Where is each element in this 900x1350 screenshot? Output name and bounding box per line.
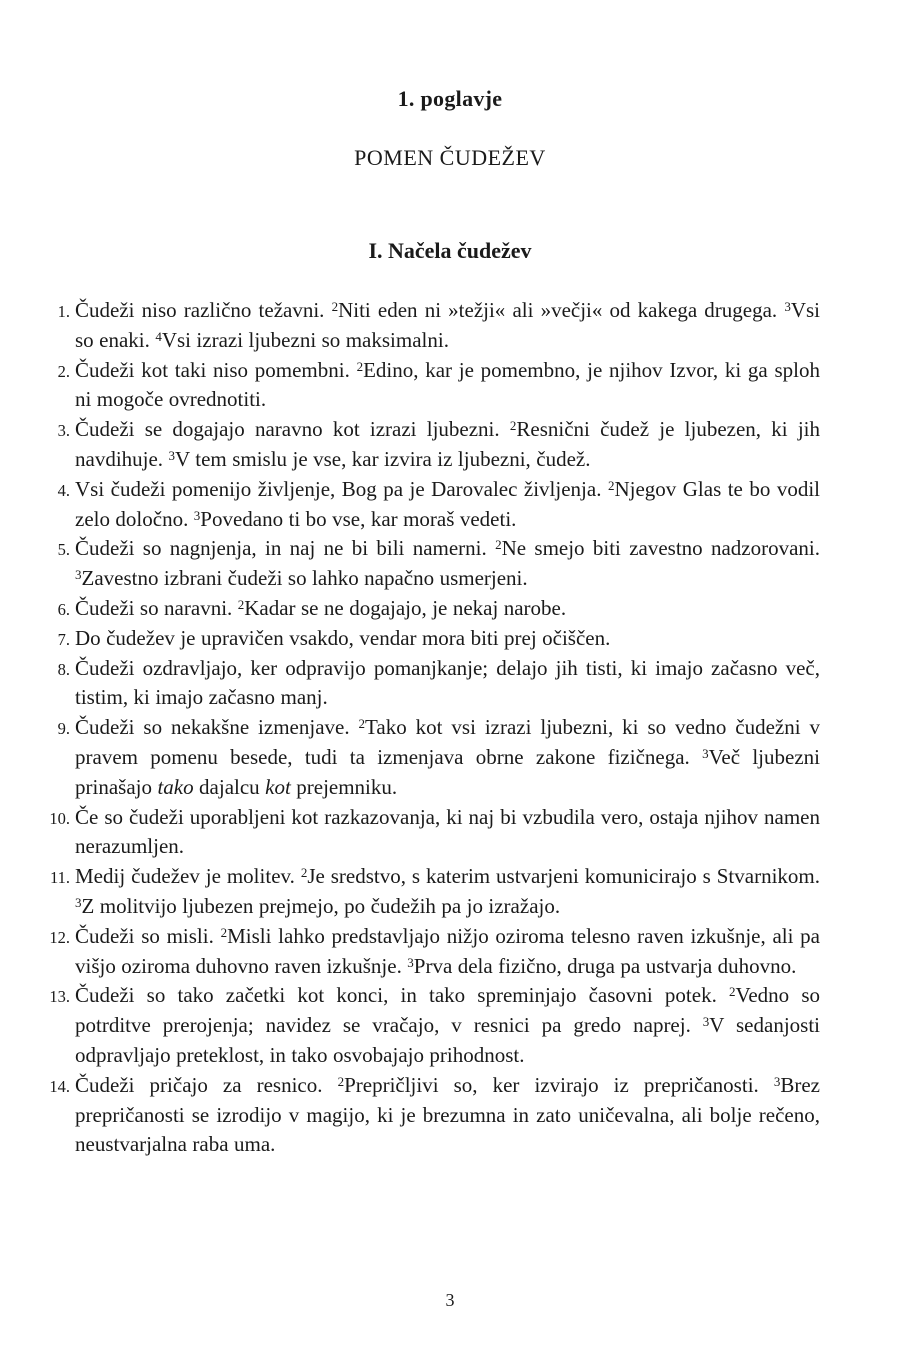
sentence-number: 2 — [607, 477, 615, 493]
principle-number: 1. — [57, 302, 70, 321]
principle-number: 8. — [57, 659, 70, 679]
sentence: Tako kot vsi izrazi ljubezni, ki so vedno čudežni v pravem pomenu besede, tudi ta izmenjava obrne zakone fizičnega. — [75, 715, 820, 769]
principle-item — [49, 922, 820, 982]
principle-item — [49, 803, 820, 863]
sentence-number: 2 — [220, 924, 228, 940]
sentence-number: 3 — [407, 954, 414, 970]
sentence: Edino, kar je pomembno, je njihov Izvor, ki ga sploh ni mogoče ovrednotiti. — [75, 357, 820, 412]
sentence: Je sredstvo, s katerim ustvarjeni komunicirajo s Stvarnikom. — [307, 864, 820, 889]
sentence: Njegov Glas te bo vodil zelo določno. — [75, 476, 820, 531]
sentence: Čudeži so nagnjenja, in naj ne bi bili namerni. — [75, 536, 487, 561]
sentence-number: 2 — [356, 358, 364, 374]
principle-number: 7. — [57, 629, 70, 649]
principle-number: 9. — [57, 719, 70, 739]
sentence-number: 3 — [784, 299, 791, 314]
sentence: Čudeži pričajo za resnico. — [75, 1072, 323, 1097]
emphasis: kot — [265, 774, 291, 799]
principle-item — [49, 862, 820, 922]
sentence: Čudeži so nekakšne izmenjave. — [75, 715, 350, 740]
page-number: 3 — [445, 1290, 455, 1310]
sentence: dajalcu — [199, 774, 260, 799]
sentence-number: 3 — [702, 745, 709, 761]
sentence-number: 2 — [509, 418, 517, 434]
sentence: Niti eden ni »težji« ali »večji« od kakega drugega. — [338, 298, 778, 322]
principles-list — [0, 296, 900, 1160]
sentence: Vedno so potrditve prerojenja; navidez se vračajo, v resnici pa gredo naprej. — [75, 983, 820, 1038]
sentence: Več ljubezni prinašajo — [75, 744, 820, 799]
principle-item — [49, 981, 820, 1070]
sentence: Misli lahko predstavljajo nižjo oziroma telesno raven izkušnje, ali pa višjo oziroma duhovno raven izkušnje. — [75, 923, 820, 978]
sentence: Čudeži so misli. — [75, 923, 214, 948]
principle-number: 5. — [57, 540, 70, 560]
principle-number: 13. — [49, 987, 70, 1007]
sentence: Z molitvijo ljubezen prejmejo, po čudežih pa jo izražajo. — [81, 893, 561, 918]
sentence: V sedanjosti odpravljajo preteklost, in tako osvobajajo prihodnost. — [75, 1013, 820, 1067]
principle-item — [57, 713, 820, 802]
sentence: Čudeži so naravni. — [75, 595, 233, 620]
principle-number: 10. — [49, 808, 70, 828]
sentence-number: 3 — [773, 1073, 781, 1089]
sentence-number: 2 — [729, 984, 736, 1000]
sentence: Vsi izrazi ljubezni so maksimalni. — [161, 327, 449, 352]
principle-item — [57, 534, 821, 594]
sentence: Čudeži niso različno težavni. — [75, 298, 325, 322]
sentence-number: 2 — [337, 1073, 345, 1089]
sentence-number: 2 — [300, 865, 308, 881]
sentence: Vsi čudeži pomenijo življenje, Bog pa je Darovalec življenja. — [75, 476, 602, 501]
sentence-number: 3 — [168, 447, 176, 463]
principle-number: 4. — [57, 480, 70, 500]
sentence-number: 2 — [237, 596, 245, 612]
principle-item — [57, 415, 820, 475]
chapter-label: 1. poglavje — [397, 86, 503, 111]
sentence-number: 4 — [155, 328, 162, 344]
sentence: Prepričljivi so, ker izvirajo iz prepričanosti. — [344, 1072, 759, 1097]
sentence: Čudeži kot taki niso pomembni. — [75, 357, 350, 382]
sentence: Če so čudeži uporabljeni kot razkazovanja, ki naj bi vzbudila vero, ostaja njihov namen nerazumljen. — [75, 804, 820, 859]
chapter-title: POMEN ČUDEŽEV — [354, 145, 546, 170]
sentence-number: 3 — [75, 894, 82, 910]
sentence-number: 3 — [193, 507, 201, 523]
principle-item — [49, 1071, 821, 1160]
sentence: Čudeži so tako začetki kot konci, in tako spreminjajo časovni potek. — [75, 983, 717, 1008]
sentence: prejemniku. — [296, 774, 398, 799]
sentence: Vsi so enaki. — [75, 298, 821, 352]
principle-number: 2. — [57, 361, 70, 381]
sentence: V tem smislu je vse, kar izvira iz ljubezni, čudež. — [175, 446, 591, 471]
principle-number: 3. — [57, 421, 70, 441]
principle-item — [57, 624, 820, 654]
principle-item — [57, 475, 820, 535]
sentence-number: 2 — [331, 299, 339, 314]
principle-item — [57, 356, 820, 416]
sentence-number: 2 — [495, 537, 502, 553]
sentence: Medij čudežev je molitev. — [75, 864, 295, 889]
sentence: Do čudežev je upravičen vsakdo, vendar mora biti prej očiščen. — [75, 625, 611, 650]
sentence: Čudeži ozdravljajo, ker odpravijo pomanjkanje; delajo jih tisti, ki imajo začasno več, tistim, ki imajo začasno manj. — [75, 655, 820, 710]
sentence: Povedano ti bo vse, kar moraš vedeti. — [200, 506, 517, 531]
sentence: Brez prepričanosti se izrodijo v magijo, ki je brezumna in zato uničevalna, ali bolje rečeno, neustvarjalna raba uma. — [75, 1072, 821, 1157]
sentence-number: 3 — [702, 1014, 710, 1030]
principle-item — [57, 594, 820, 624]
sentence: Ne smejo biti zavestno nadzorovani. — [501, 536, 821, 561]
principle-number: 6. — [57, 599, 70, 619]
sentence-number: 2 — [358, 716, 366, 732]
principle-number: 12. — [49, 927, 70, 947]
section-title: I. Načela čudežev — [368, 238, 532, 263]
sentence: Kadar se ne dogajajo, je nekaj narobe. — [244, 595, 567, 620]
sentence: Čudeži se dogajajo naravno kot izrazi ljubezni. — [75, 417, 500, 442]
principle-number: 14. — [49, 1076, 70, 1096]
sentence-number: 3 — [75, 567, 82, 583]
emphasis: tako — [157, 774, 194, 799]
principle-item — [57, 654, 820, 714]
sentence: Prva dela fizično, druga pa ustvarja duhovno. — [413, 953, 797, 978]
sentence: Resnični čudež je ljubezen, ki jih navdihuje. — [75, 417, 820, 471]
principle-item — [57, 296, 821, 356]
principle-number: 11. — [49, 868, 70, 888]
sentence: Zavestno izbrani čudeži so lahko napačno usmerjeni. — [81, 566, 528, 591]
